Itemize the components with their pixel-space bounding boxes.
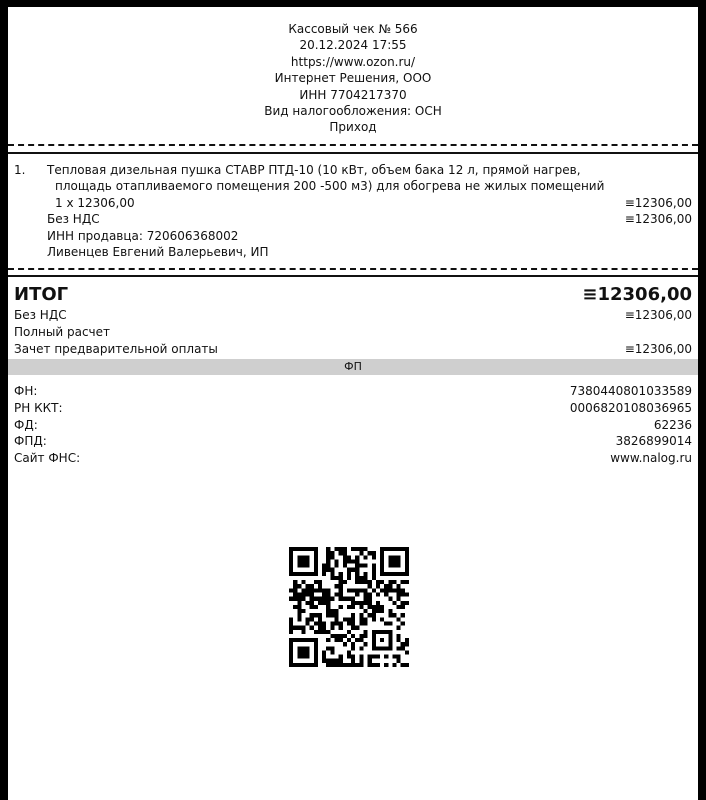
fiscal-row bbox=[14, 417, 692, 434]
item-vat-label: Без НДС bbox=[47, 212, 100, 227]
total-label: ИТОГ bbox=[14, 284, 69, 305]
receipt-header bbox=[8, 21, 698, 136]
totals-section bbox=[14, 283, 692, 357]
divider-dashed-2 bbox=[8, 268, 698, 270]
total-amount: ≡12306,00 bbox=[582, 284, 692, 305]
payment-type: Полный расчет bbox=[14, 324, 110, 339]
receipt-title: Кассовый чек № 566 bbox=[288, 22, 418, 36]
prepay-row bbox=[14, 341, 692, 358]
item-qty-row bbox=[8, 195, 698, 211]
fiscal-value: 0006820108036965 bbox=[569, 400, 692, 415]
fiscal-label: ФН: bbox=[14, 384, 38, 398]
total-vat-label: Без НДС bbox=[14, 308, 67, 322]
fiscal-row bbox=[14, 400, 692, 417]
prepay-value: ≡12306,00 bbox=[624, 341, 692, 356]
fiscal-label: ФД: bbox=[14, 417, 38, 432]
fiscal-row bbox=[14, 433, 692, 450]
fp-bar: ФП bbox=[8, 359, 698, 375]
fiscal-label: РН ККТ: bbox=[14, 400, 63, 415]
prepay-label: Зачет предварительной оплаты bbox=[14, 341, 218, 356]
item-seller-name: Ливенцев Евгений Валерьевич, ИП bbox=[47, 244, 269, 259]
item-seller-name-row bbox=[8, 244, 698, 260]
receipt-company: Интернет Решения, ООО bbox=[274, 71, 432, 86]
item-name-line-2: площадь отапливаемого помещения 200 -500 м3) для обогрева не жилых помещений bbox=[55, 179, 605, 194]
total-vat-row bbox=[14, 307, 692, 324]
payment-type-row bbox=[14, 324, 692, 341]
item-seller-inn: ИНН продавца: 720606368002 bbox=[47, 228, 239, 243]
fiscal-value: 62236 bbox=[653, 417, 692, 432]
receipt-inn: ИНН 7704217370 bbox=[299, 87, 407, 102]
divider-dashed bbox=[8, 144, 698, 146]
receipt-site: https://www.ozon.ru/ bbox=[290, 54, 416, 69]
fiscal-row bbox=[14, 450, 692, 467]
item-vat-value: ≡12306,00 bbox=[624, 212, 692, 227]
item-qty-total: ≡12306,00 bbox=[624, 195, 692, 210]
divider-solid bbox=[8, 152, 698, 154]
receipt-tax-system: Вид налогообложения: ОСН bbox=[264, 104, 442, 119]
fiscal-section bbox=[14, 383, 692, 467]
fiscal-label: ФПД: bbox=[14, 434, 47, 449]
total-vat-value: ≡12306,00 bbox=[624, 308, 692, 322]
receipt-operation: Приход bbox=[329, 120, 377, 135]
total-row bbox=[14, 283, 692, 307]
divider-solid-2 bbox=[8, 275, 698, 277]
fiscal-value: 7380440801033589 bbox=[569, 384, 692, 398]
receipt-paper bbox=[8, 7, 698, 800]
receipt-datetime: 20.12.2024 17:55 bbox=[299, 38, 407, 53]
fiscal-row bbox=[14, 383, 692, 400]
item-number: 1. bbox=[14, 163, 26, 177]
fiscal-label: Сайт ФНС: bbox=[14, 451, 81, 466]
fiscal-value: www.nalog.ru bbox=[610, 451, 692, 466]
qr-code-icon bbox=[289, 547, 409, 667]
item-body bbox=[47, 162, 687, 195]
item-vat-row bbox=[8, 211, 698, 227]
item-details bbox=[8, 195, 698, 261]
item-name-line-1: Тепловая дизельная пушка СТАВР ПТД-10 (10 кВт, объем бака 12 л, прямой нагрев, bbox=[47, 163, 581, 177]
fiscal-value: 3826899014 bbox=[615, 434, 692, 449]
item-qty-price: 1 x 12306,00 bbox=[55, 195, 135, 210]
item-seller-inn-row bbox=[8, 228, 698, 244]
